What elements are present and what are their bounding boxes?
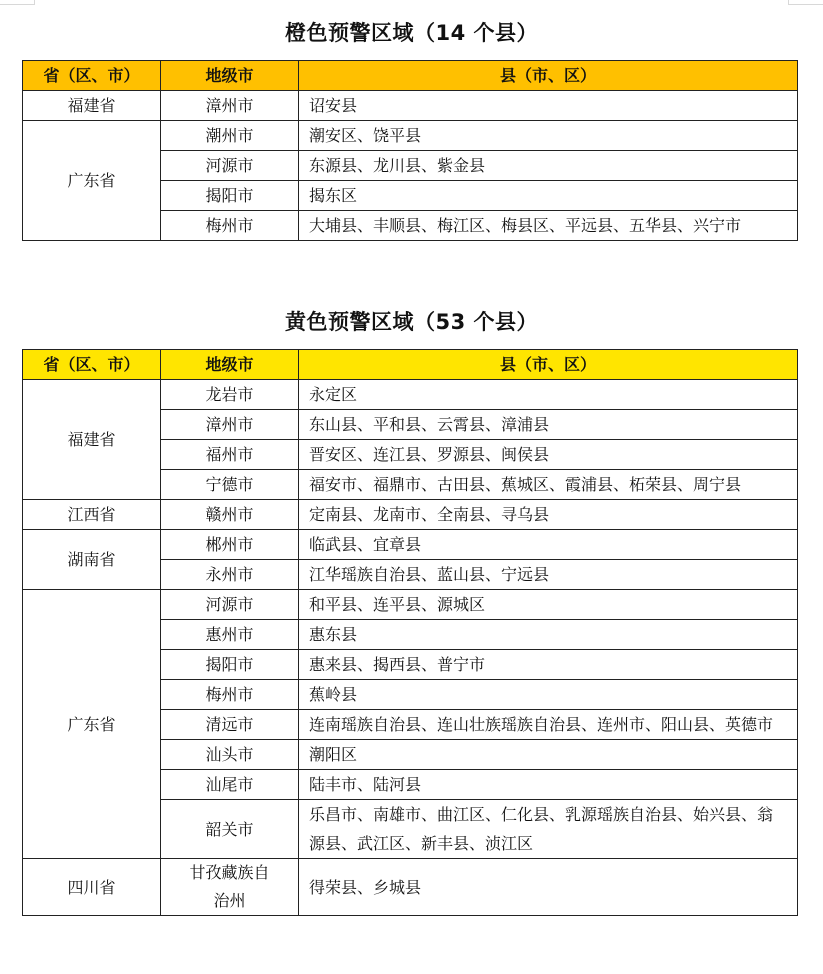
header-county: 县（市、区）	[299, 61, 798, 91]
table-row	[23, 380, 798, 410]
yellow-warning-table	[22, 349, 798, 916]
county-cell: 诏安县	[299, 91, 798, 121]
county-cell: 得荣县、乡城县	[299, 859, 798, 916]
province-cell: 湖南省	[23, 530, 161, 590]
table-row	[23, 590, 798, 620]
city-cell: 龙岩市	[161, 380, 299, 410]
city-cell: 郴州市	[161, 530, 299, 560]
county-cell: 惠东县	[299, 620, 798, 650]
county-cell: 晋安区、连江县、罗源县、闽侯县	[299, 440, 798, 470]
header-county: 县（市、区）	[299, 350, 798, 380]
city-cell: 梅州市	[161, 211, 299, 241]
province-cell: 福建省	[23, 380, 161, 500]
county-cell: 连南瑶族自治县、连山壮族瑶族自治县、连州市、阳山县、英德市	[299, 710, 798, 740]
county-cell: 陆丰市、陆河县	[299, 770, 798, 800]
page-corner-mark-left	[0, 0, 35, 5]
county-cell: 东源县、龙川县、紫金县	[299, 151, 798, 181]
county-cell: 永定区	[299, 380, 798, 410]
table-header-row	[23, 350, 798, 380]
county-cell: 临武县、宜章县	[299, 530, 798, 560]
city-cell: 揭阳市	[161, 650, 299, 680]
city-cell: 惠州市	[161, 620, 299, 650]
orange-warning-title: 橙色预警区域（14 个县）	[284, 21, 539, 45]
table-row	[23, 121, 798, 151]
province-cell: 福建省	[23, 91, 161, 121]
province-cell: 广东省	[23, 121, 161, 241]
city-cell: 宁德市	[161, 470, 299, 500]
city-cell: 赣州市	[161, 500, 299, 530]
table-row	[23, 859, 798, 916]
county-cell: 东山县、平和县、云霄县、漳浦县	[299, 410, 798, 440]
city-cell: 潮州市	[161, 121, 299, 151]
city-cell: 漳州市	[161, 410, 299, 440]
city-cell: 甘孜藏族自治州	[161, 859, 299, 916]
page-corner-mark-right	[788, 0, 823, 5]
city-cell: 清远市	[161, 710, 299, 740]
header-province: 省（区、市）	[23, 350, 161, 380]
county-cell: 蕉岭县	[299, 680, 798, 710]
city-cell: 河源市	[161, 590, 299, 620]
county-cell: 定南县、龙南市、全南县、寻乌县	[299, 500, 798, 530]
city-cell: 揭阳市	[161, 181, 299, 211]
table-row	[23, 530, 798, 560]
county-cell: 揭东区	[299, 181, 798, 211]
city-cell: 河源市	[161, 151, 299, 181]
city-cell: 漳州市	[161, 91, 299, 121]
table-header-row	[23, 61, 798, 91]
header-city: 地级市	[161, 61, 299, 91]
province-cell: 江西省	[23, 500, 161, 530]
city-cell: 永州市	[161, 560, 299, 590]
orange-warning-table	[22, 60, 798, 241]
city-cell: 汕尾市	[161, 770, 299, 800]
yellow-warning-title: 黄色预警区域（53 个县）	[284, 310, 539, 334]
header-city: 地级市	[161, 350, 299, 380]
county-cell: 乐昌市、南雄市、曲江区、仁化县、乳源瑶族自治县、始兴县、翁源县、武江区、新丰县、浈江区	[299, 800, 798, 859]
county-cell: 潮安区、饶平县	[299, 121, 798, 151]
table-row	[23, 500, 798, 530]
table-row	[23, 91, 798, 121]
city-cell: 韶关市	[161, 800, 299, 859]
province-cell: 广东省	[23, 590, 161, 859]
city-cell: 福州市	[161, 440, 299, 470]
header-province: 省（区、市）	[23, 61, 161, 91]
province-cell: 四川省	[23, 859, 161, 916]
county-cell: 福安市、福鼎市、古田县、蕉城区、霞浦县、柘荣县、周宁县	[299, 470, 798, 500]
county-cell: 大埔县、丰顺县、梅江区、梅县区、平远县、五华县、兴宁市	[299, 211, 798, 241]
county-cell: 和平县、连平县、源城区	[299, 590, 798, 620]
county-cell: 潮阳区	[299, 740, 798, 770]
city-cell: 汕头市	[161, 740, 299, 770]
county-cell: 惠来县、揭西县、普宁市	[299, 650, 798, 680]
county-cell: 江华瑶族自治县、蓝山县、宁远县	[299, 560, 798, 590]
city-cell: 梅州市	[161, 680, 299, 710]
